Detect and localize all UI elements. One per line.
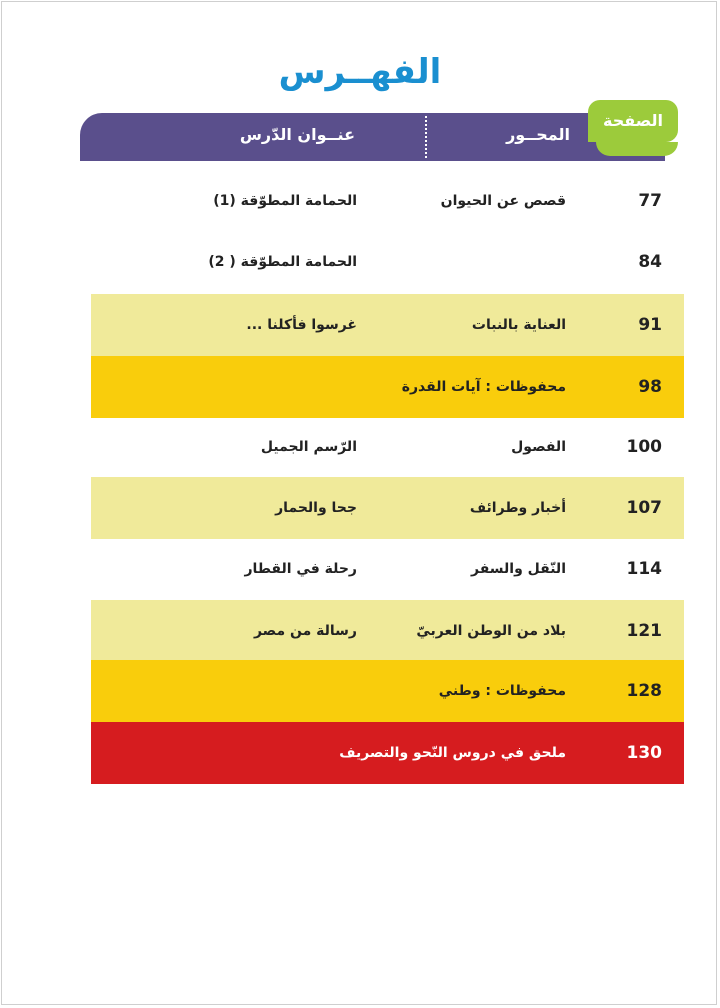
row-axis: بلاد من الوطن العربيّ <box>416 623 566 639</box>
row-page-number: 107 <box>626 498 662 518</box>
row-axis: ملحق في دروس النّحو والتصريف <box>339 745 566 761</box>
header-lesson-title: عنــوان الدّرس <box>239 125 355 144</box>
row-axis: النّقل والسفر <box>470 561 566 577</box>
row-page-number: 98 <box>638 377 662 397</box>
row-page-number: 130 <box>626 743 662 763</box>
header-divider <box>425 116 427 158</box>
table-row <box>91 538 684 600</box>
row-lesson: غرسوا فأكلنا ... <box>246 317 357 333</box>
row-page-number: 128 <box>626 681 662 701</box>
table-header <box>80 113 665 161</box>
row-axis: محفوظات : وطني <box>438 683 566 699</box>
table-row <box>91 600 684 662</box>
row-page-number: 91 <box>638 315 662 335</box>
table-row <box>91 294 684 356</box>
row-page-number: 100 <box>626 437 662 457</box>
row-axis: قصص عن الحيوان <box>440 193 566 209</box>
row-lesson: الرّسم الجميل <box>260 439 357 455</box>
row-page-number: 77 <box>638 191 662 211</box>
header-page-label: الصفحة <box>602 111 663 130</box>
table-row <box>91 170 684 232</box>
table-row <box>91 660 684 722</box>
row-axis: أخبار وطرائف <box>469 500 566 516</box>
header-page-tab <box>588 100 678 142</box>
header-axis: المحــور <box>506 125 570 144</box>
row-axis: محفوظات : آيات القدرة <box>401 379 566 395</box>
table-row <box>91 356 684 418</box>
row-lesson: الحمامة المطوّقة ( 2) <box>208 254 357 270</box>
table-row <box>91 231 684 293</box>
row-lesson: رسالة من مصر <box>253 623 357 639</box>
row-lesson: رحلة في القطار <box>244 561 357 577</box>
row-page-number: 121 <box>626 621 662 641</box>
row-lesson: جحا والحمار <box>275 500 357 516</box>
row-page-number: 84 <box>638 252 662 272</box>
table-row <box>91 477 684 539</box>
page-title: الفهــرس <box>278 52 442 92</box>
row-axis: الفصول <box>511 439 566 455</box>
row-page-number: 114 <box>626 559 662 579</box>
table-row <box>91 416 684 478</box>
row-lesson: الحمامة المطوّقة (1) <box>213 193 357 209</box>
row-axis: العناية بالنبات <box>471 317 566 333</box>
table-row <box>91 722 684 784</box>
